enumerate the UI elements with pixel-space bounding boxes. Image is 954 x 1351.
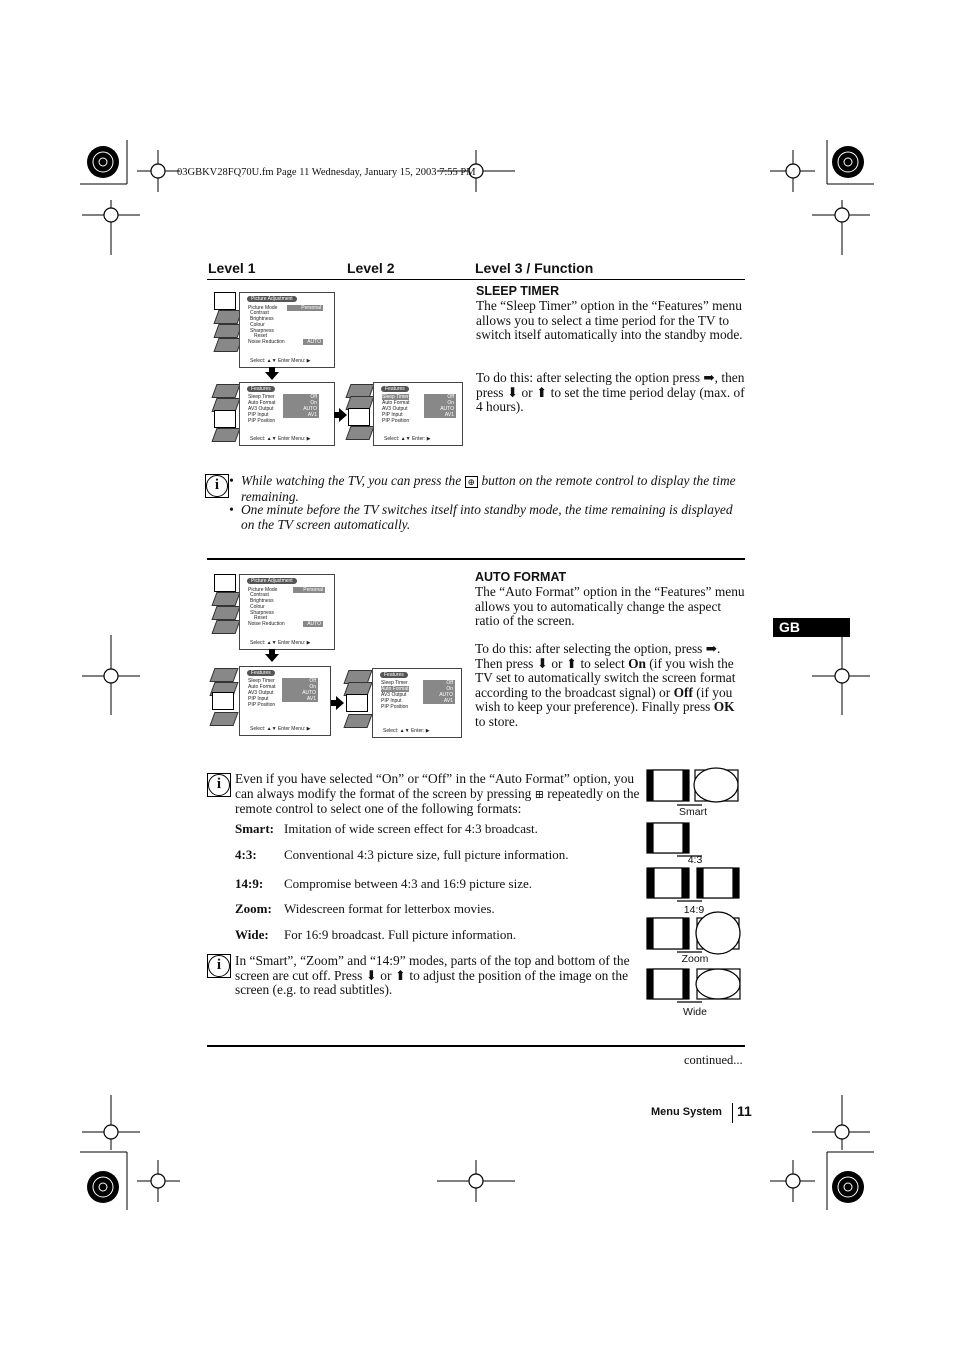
picture-icon (211, 384, 240, 398)
up-arrow-key-icon: ⬆ (565, 655, 578, 671)
features-icon (348, 408, 370, 426)
sleep-menu-diagram (208, 290, 470, 450)
sleep-note-1: • While watching the TV, you can press the ⊕ button on the remote control to display the time remaining. (229, 473, 736, 504)
right-arrow-key-icon: ➡ (705, 641, 717, 656)
setup-icon (211, 428, 240, 442)
features-menu: Features Sleep Timer Auto Format AV3 Output PIP Input PIP Position Off On AUTO AV1 Select: ▲▼ Enter Menu: ▶ (239, 382, 335, 446)
features-menu-level2: Features Sleep Timer Auto Format AV3 Output PIP Input PIP Position Off On AUTO AV1 Select: ▲▼ Enter: ▶ (372, 668, 462, 738)
continued-label: continued... (684, 1053, 743, 1067)
picture-icon (209, 668, 238, 682)
format-label-43: 4:3 (687, 854, 703, 866)
info-icon: i (205, 474, 229, 498)
format-label-149: 14:9 (683, 904, 705, 916)
language-tab: GB (773, 618, 850, 637)
right-arrow-icon (339, 408, 347, 422)
sound-icon (211, 592, 240, 606)
footer-divider (732, 1103, 733, 1123)
format-label-smart: Smart (678, 806, 707, 818)
autoformat-menu-diagram (208, 572, 470, 742)
auto-format-para2: To do this: after selecting the option, press ➡. Then press ⬇ or ⬆ to select On (if you wish the TV set to automatically switch the screen format according to the broadcast signal) or Off (if you wish to keep your preference). Finally press OK to store. (475, 641, 736, 729)
file-header: 03GBKV28FQ70U.fm Page 11 Wednesday, January 15, 2003 7:55 PM (177, 167, 476, 178)
down-arrow-icon (265, 654, 279, 662)
level1-header: Level 1 (208, 260, 256, 276)
level2-header: Level 2 (347, 260, 395, 276)
header-rule (207, 279, 745, 280)
format-term-149: 14:9: (235, 876, 264, 891)
setup-icon (343, 714, 372, 728)
format-desc-smart: Imitation of wide screen effect for 4:3 broadcast. (284, 821, 538, 836)
sleep-timer-para2: To do this: after selecting the option press ➡, then press ⬇ or ⬆ to set the time period delay (max. of 4 hours). (476, 370, 745, 415)
up-arrow-key-icon: ⬆ (394, 967, 406, 983)
down-arrow-key-icon: ⬇ (365, 967, 377, 983)
format-illustrations (640, 765, 750, 1025)
format-label-wide: Wide (683, 1006, 707, 1018)
picture-icon (214, 574, 236, 592)
format-label-zoom: Zoom (681, 953, 709, 965)
section-rule (207, 558, 745, 560)
sleep-timer-title: SLEEP TIMER (476, 284, 560, 298)
picture-menu: Picture Adjustment Picture Mode Personal Contrast Brightness Colour Sharpness Reset Noise Reduction AUTO Select: ▲▼ Enter Menu: ▶ (239, 574, 335, 650)
format-term-wide: Wide: (235, 927, 269, 942)
format-note-intro: Even if you have selected “On” or “Off” in the “Auto Format” option, you can always modify the format of the screen by pressing ⊞ repeatedly on the remote control to select one of the following formats: (235, 771, 640, 817)
format-desc-zoom: Widescreen format for letterbox movies. (284, 901, 495, 916)
picture-menu: Picture Adjustment Picture Mode Personal Contrast Brightness Colour Sharpness Reset Noise Reduction AUTO Select: ▲▼ Enter Menu: ▶ (239, 292, 335, 368)
sleep-note-2: • One minute before the TV switches itself into standby mode, the time remaining is displayed on the TV screen automatically. (229, 502, 733, 532)
footer-section: Menu System (651, 1106, 722, 1118)
format-desc-43: Conventional 4:3 picture size, full picture information. (284, 847, 569, 862)
features-icon (212, 692, 234, 710)
format-desc-wide: For 16:9 broadcast. Full picture information. (284, 927, 517, 942)
format-note-2: In “Smart”, “Zoom” and “14:9” modes, parts of the top and bottom of the screen are cut off. Press ⬇ or ⬆ to adjust the position of the image on the screen (e.g. to read subtitles). (235, 953, 630, 998)
picture-icon (214, 292, 236, 310)
right-arrow-icon (336, 696, 344, 710)
features-menu-level2: Features Sleep Timer Auto Format AV3 Output PIP Input PIP Position Off On AUTO AV1 Select: ▲▼ Enter: ▶ (373, 382, 463, 446)
info-icon: i (207, 773, 231, 797)
features-menu: Features Sleep Timer Auto Format AV3 Output PIP Input PIP Position Off On AUTO AV1 Select: ▲▼ Enter Menu: ▶ (239, 666, 331, 736)
auto-format-title: AUTO FORMAT (475, 570, 567, 584)
features-icon (214, 410, 236, 428)
setup-icon (211, 620, 240, 634)
down-arrow-key-icon: ⬇ (536, 655, 548, 671)
level3-header: Level 3 / Function (475, 260, 594, 276)
format-term-zoom: Zoom: (235, 901, 272, 916)
features-icon (346, 694, 368, 712)
right-arrow-key-icon: ➡ (703, 370, 715, 385)
features-icon (211, 606, 240, 620)
setup-icon (209, 712, 238, 726)
page-number: 11 (737, 1103, 752, 1119)
sleep-timer-para1: The “Sleep Timer” option in the “Features” menu allows you to select a time period for the TV to switch itself automatically into the standby mode. (476, 298, 743, 343)
bottom-rule (207, 1045, 745, 1047)
screen-format-button-icon: ⊞ (534, 788, 544, 801)
format-term-smart: Smart: (235, 821, 274, 836)
auto-format-para1: The “Auto Format” option in the “Features” menu allows you to automatically change the aspect ratio of the screen. (475, 584, 745, 629)
setup-icon (345, 426, 374, 440)
up-arrow-key-icon: ⬆ (536, 384, 548, 400)
clock-button-icon: ⊕ (465, 476, 479, 488)
down-arrow-icon (265, 372, 279, 380)
format-term-43: 4:3: (235, 847, 257, 862)
down-arrow-key-icon: ⬇ (506, 384, 519, 400)
info-icon: i (207, 954, 231, 978)
format-desc-149: Compromise between 4:3 and 16:9 picture size. (284, 876, 533, 891)
